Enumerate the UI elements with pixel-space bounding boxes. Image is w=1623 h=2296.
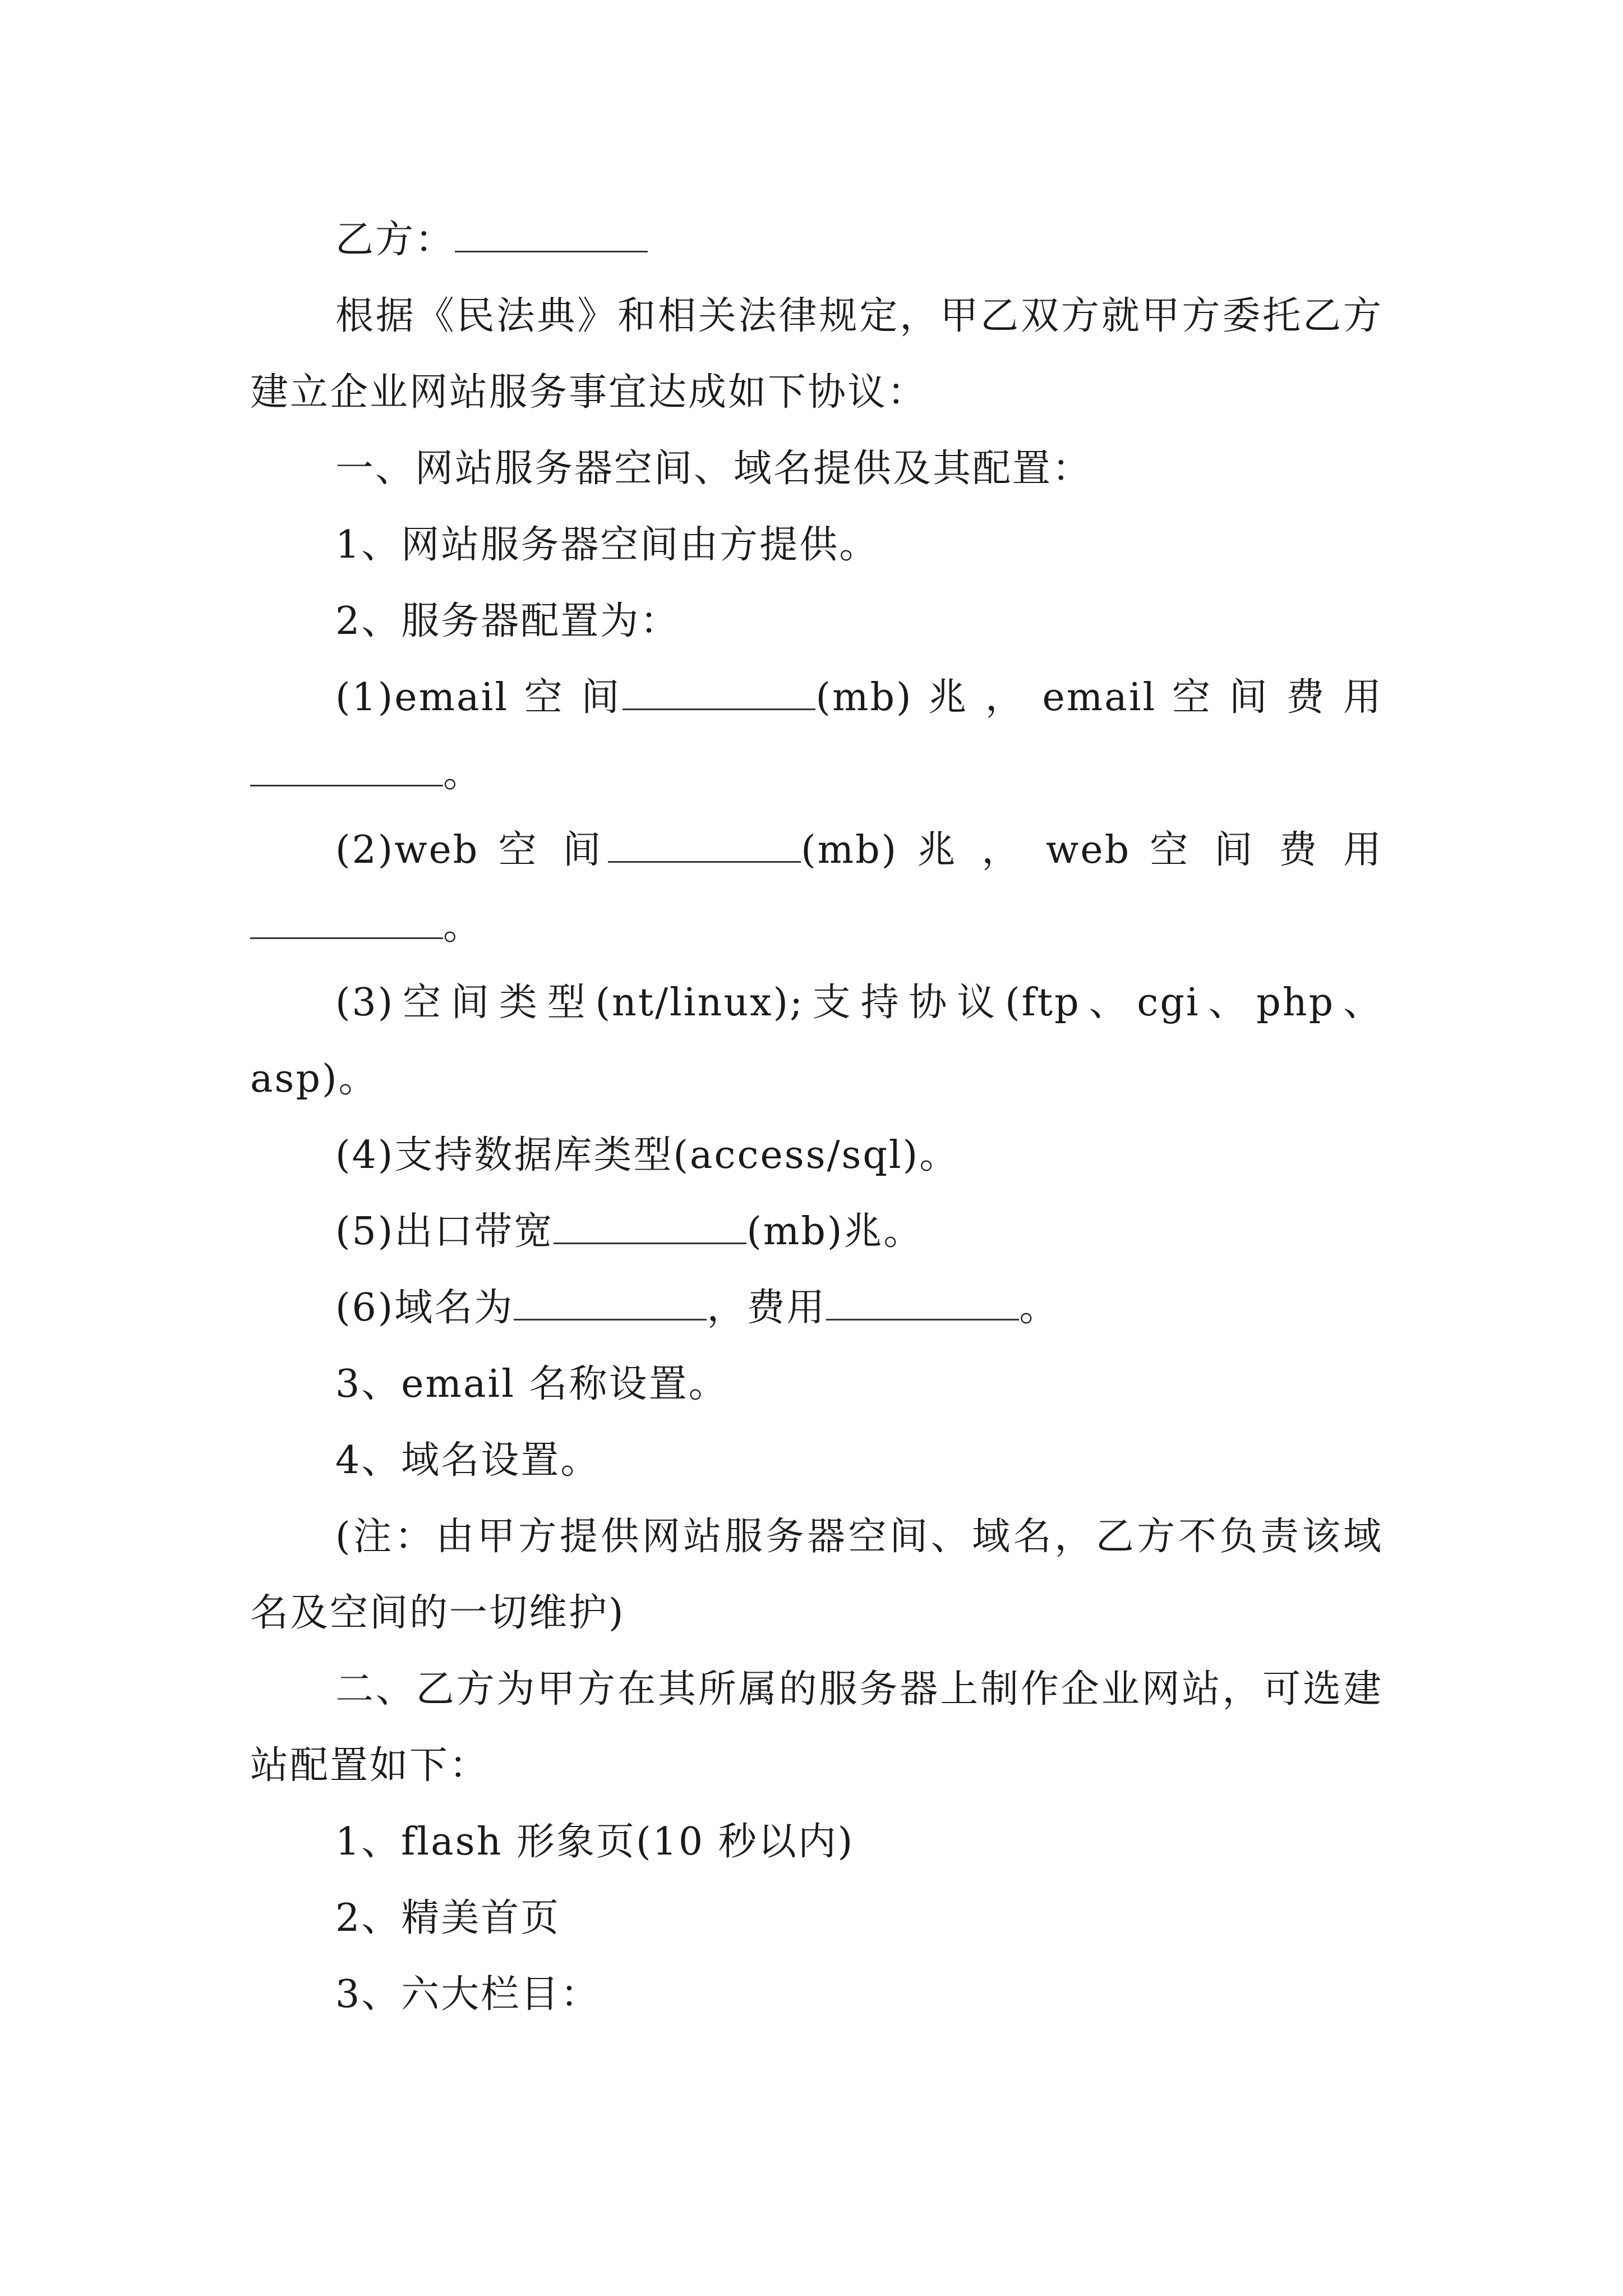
domain-label: (6)域名为 xyxy=(335,1286,514,1330)
section2-title: 二、乙方为甲方在其所属的服务器上制作企业网站，可选建站配置如下： xyxy=(250,1667,1383,1788)
document-body xyxy=(250,202,1383,2033)
bandwidth-blank xyxy=(554,1210,746,1244)
section1-item1: 1、网站服务器空间由方提供。 xyxy=(335,523,879,567)
email-space-label: (1)email 空 间 xyxy=(335,675,623,720)
space-type-line: (3)空间类型(nt/linux);支持协议(ftp、cgi、php、asp)。 xyxy=(250,981,1383,1101)
web-space-line xyxy=(250,812,1383,889)
party-b-line xyxy=(250,202,1383,278)
email-space-blank xyxy=(623,676,815,710)
email-space-line xyxy=(250,660,1383,736)
web-fee-period: 。 xyxy=(443,904,483,949)
domain-line xyxy=(250,1270,1383,1346)
domain-fee-blank xyxy=(826,1286,1019,1320)
db-type-line: (4)支持数据库类型(access/sql)。 xyxy=(335,1133,960,1177)
email-fee-line xyxy=(250,736,1383,812)
section2-item1: 1、flash 形象页(10 秒以内) xyxy=(335,1820,855,1864)
domain-fee-label: ，费用 xyxy=(707,1286,827,1330)
email-space-fee-label: (mb) 兆 ， email 空 间 费 用 xyxy=(815,675,1383,720)
email-fee-blank xyxy=(250,752,443,786)
bandwidth-unit: (mb)兆。 xyxy=(746,1209,924,1254)
section1-title: 一、网站服务器空间、域名提供及其配置： xyxy=(335,447,1092,491)
section1-item3: 3、email 名称设置。 xyxy=(335,1362,728,1406)
section1-item2: 2、服务器配置为： xyxy=(335,599,680,643)
section1-item4: 4、域名设置。 xyxy=(335,1438,601,1483)
party-b-label: 乙方： xyxy=(335,218,455,262)
web-fee-blank xyxy=(250,905,443,939)
domain-blank xyxy=(514,1286,707,1320)
web-fee-line xyxy=(250,889,1383,965)
section2-item3: 3、六大栏目： xyxy=(335,1972,601,2017)
section2-item2: 2、精美首页 xyxy=(335,1896,561,1940)
web-space-label: (2)web 空 间 xyxy=(335,828,608,872)
bandwidth-line xyxy=(250,1194,1383,1270)
web-space-blank xyxy=(608,829,801,863)
email-fee-period: 。 xyxy=(443,752,483,796)
intro-paragraph: 根据《民法典》和相关法律规定，甲乙双方就甲方委托乙方建立企业网站服务事宜达成如下协议： xyxy=(250,294,1383,415)
web-space-fee-label: (mb) 兆 ， web 空 间 费 用 xyxy=(801,828,1383,872)
domain-fee-period: 。 xyxy=(1019,1286,1059,1330)
party-b-blank xyxy=(455,218,648,252)
bandwidth-label: (5)出口带宽 xyxy=(335,1209,554,1254)
note-paragraph: (注：由甲方提供网站服务器空间、域名，乙方不负责该域名及空间的一切维护) xyxy=(250,1515,1383,1635)
